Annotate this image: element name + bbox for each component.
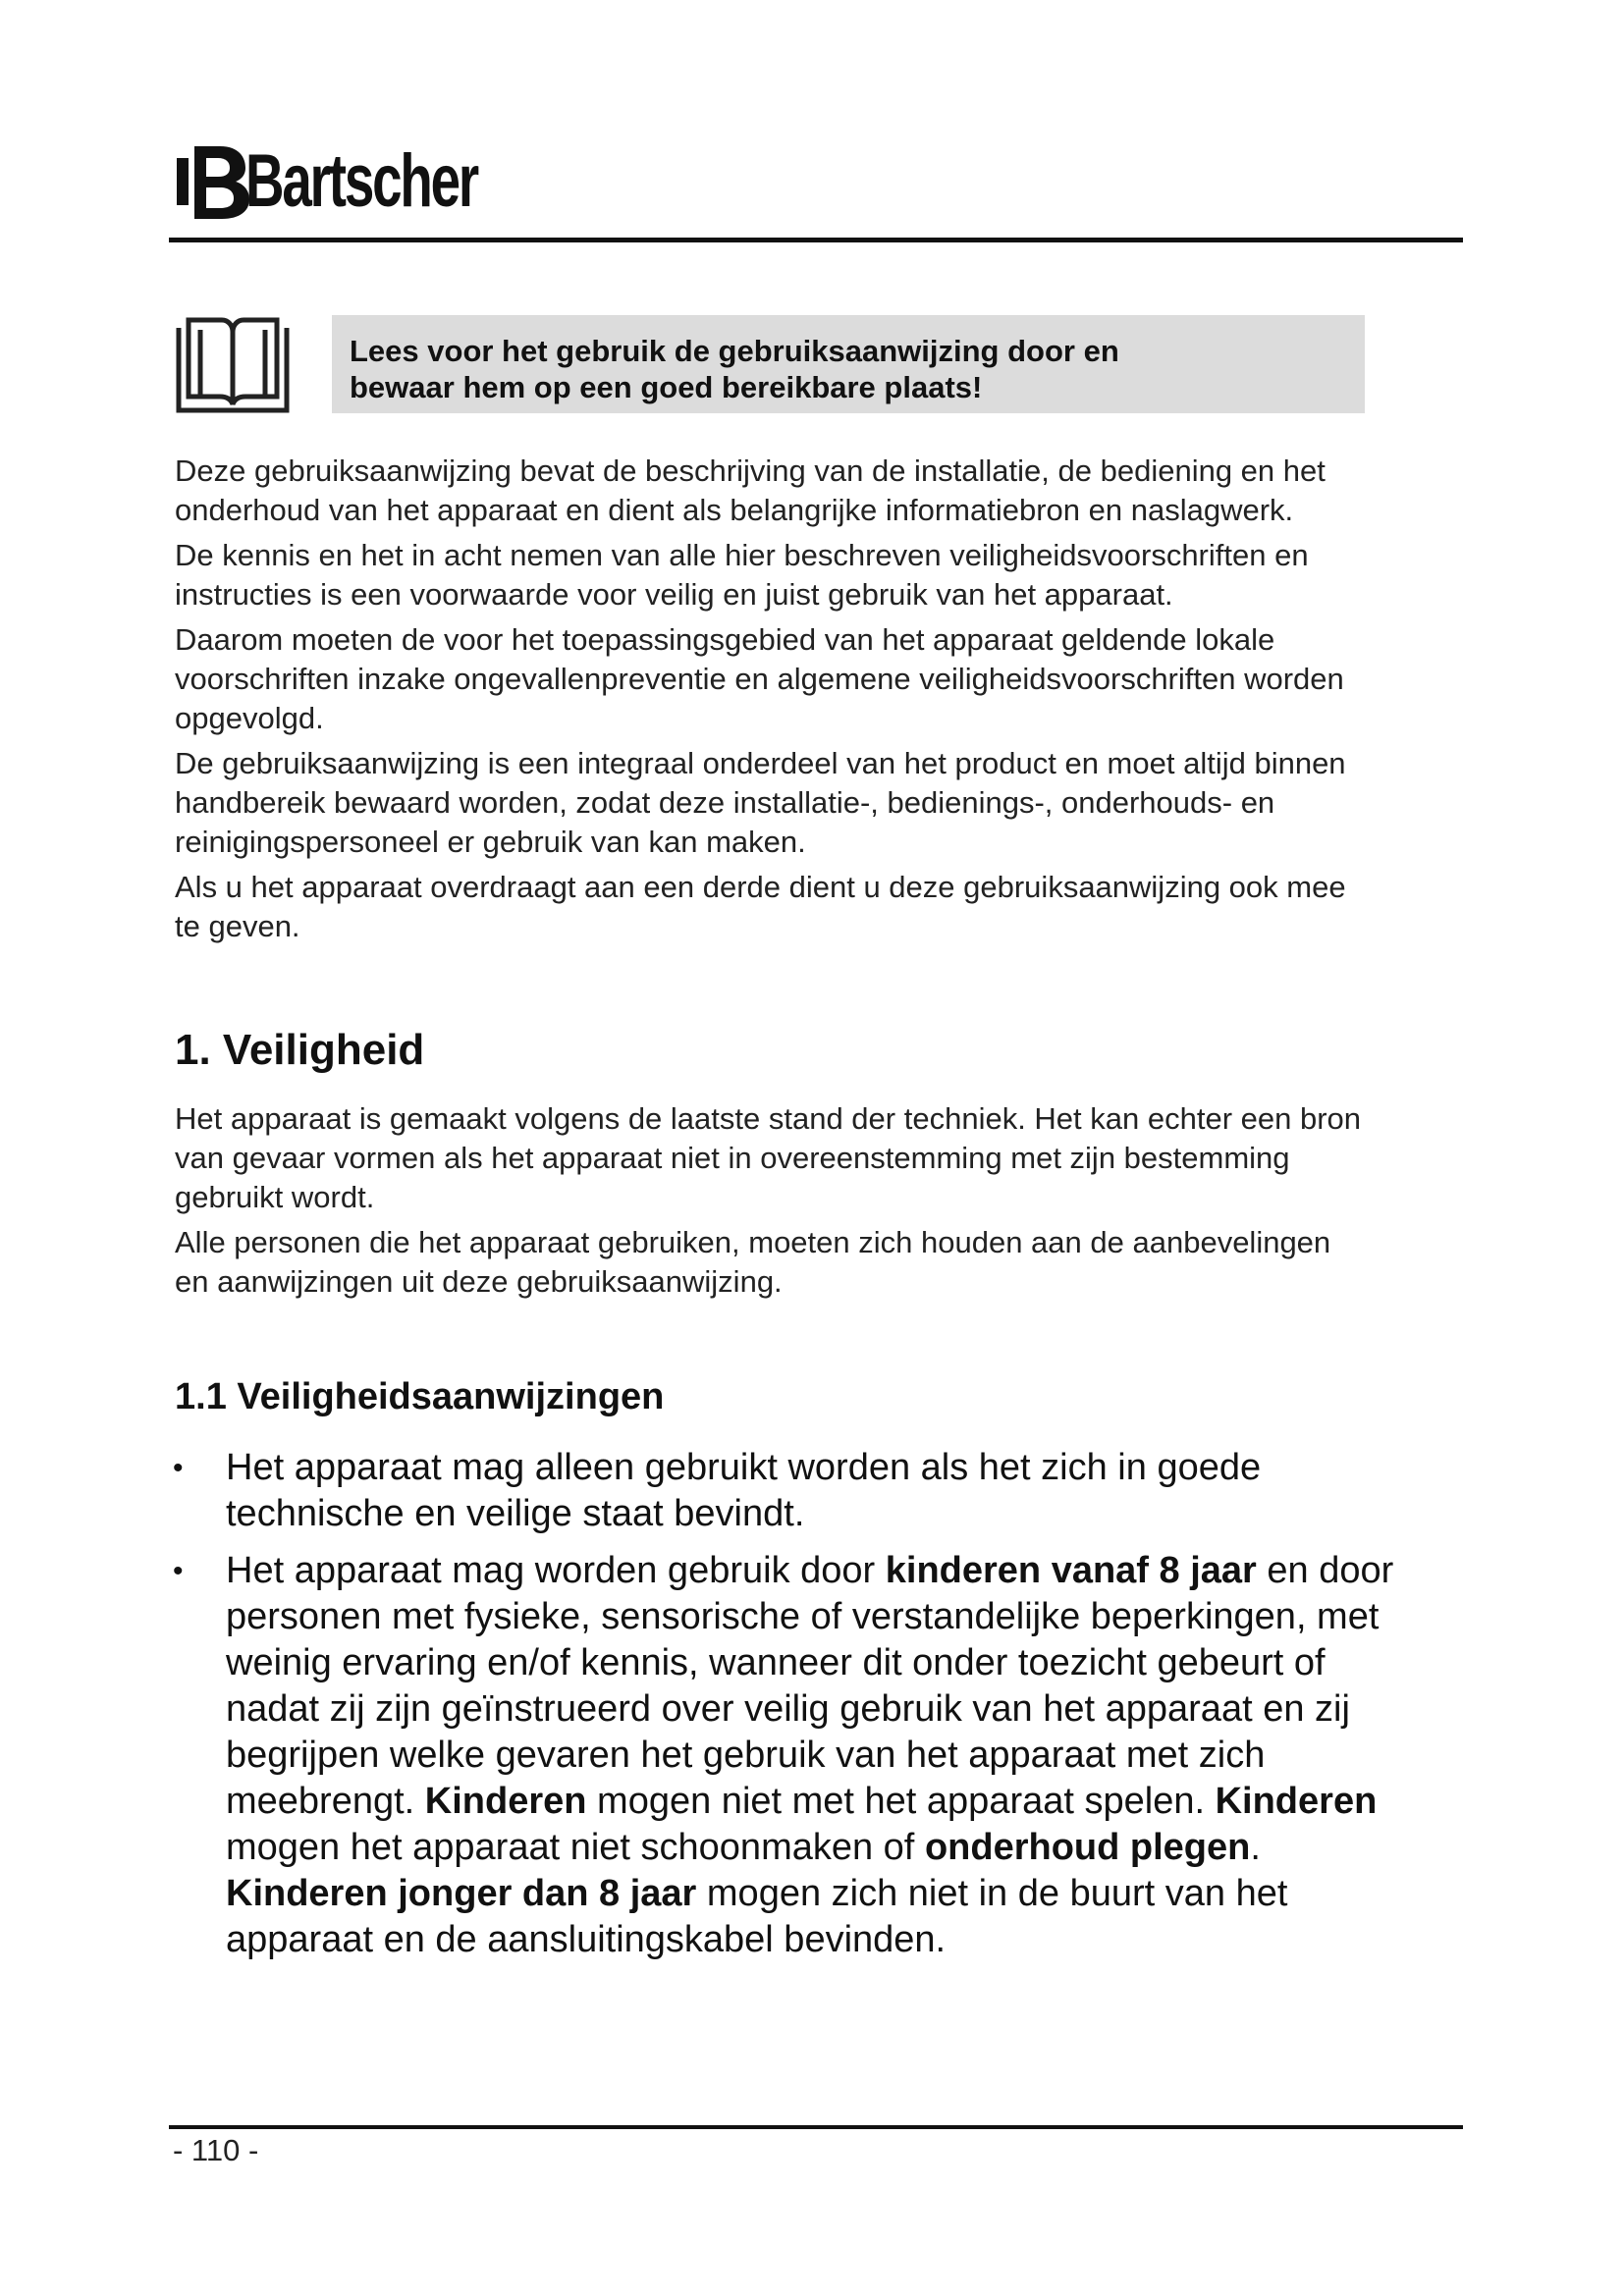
logo-b-mark-icon xyxy=(175,142,251,221)
text-line: Daarom moeten de voor het toepassingsgebied van het apparaat geldende lokale xyxy=(175,622,1275,657)
bullet-marker: • xyxy=(173,1452,184,1484)
text-line: Deze gebruiksaanwijzing bevat de beschrijving van de installatie, de bediening en het xyxy=(175,454,1326,488)
text-line: apparaat en de aansluitingskabel bevinden. xyxy=(226,1919,947,1960)
text-line: technische en veilige staat bevindt. xyxy=(226,1493,805,1534)
list-item xyxy=(165,1445,1500,1537)
text-line: Alle personen die het apparaat gebruiken, moeten zich houden aan de aanbevelingen xyxy=(175,1225,1331,1259)
intro-paragraph xyxy=(175,868,1471,946)
text-line: onderhoud van het apparaat en dient als belangrijke informatiebron en naslagwerk. xyxy=(175,493,1294,527)
text-line xyxy=(226,1825,1500,1871)
intro-paragraph xyxy=(175,620,1471,738)
section-heading: 1. Veiligheid xyxy=(175,1026,425,1074)
text-run: meebrengt. xyxy=(226,1781,425,1822)
text-line: opgevolgd. xyxy=(175,701,324,735)
text-line: De gebruiksaanwijzing is een integraal onderdeel van het product en moet altijd binnen xyxy=(175,746,1346,780)
text-line: en aanwijzingen uit deze gebruiksaanwijzing. xyxy=(175,1264,783,1299)
read-manual-notice xyxy=(332,315,1365,413)
intro-paragraph xyxy=(175,452,1471,530)
section1-text xyxy=(175,1099,1471,1308)
emphasis-text: kinderen vanaf 8 jaar xyxy=(885,1550,1257,1591)
list-item xyxy=(165,1548,1500,1963)
intro-paragraph xyxy=(175,536,1471,614)
section-paragraph xyxy=(175,1099,1471,1217)
text-line: gebruikt wordt. xyxy=(175,1180,375,1214)
text-line: nadat zij zijn geïnstrueerd over veilig gebruik van het apparaat en zij xyxy=(226,1688,1350,1730)
text-line: personen met fysieke, sensorische of verstandelijke beperkingen, met xyxy=(226,1596,1380,1637)
text-line xyxy=(226,1871,1500,1917)
bartscher-logo xyxy=(175,137,568,226)
text-run: . xyxy=(1250,1827,1261,1868)
header-divider xyxy=(169,238,1463,242)
notice-line: bewaar hem op een goed bereikbare plaats! xyxy=(350,370,983,404)
bullet-marker: • xyxy=(173,1555,184,1587)
page-number: - 110 - xyxy=(173,2133,259,2167)
text-run: Het apparaat mag worden gebruik door xyxy=(226,1550,886,1591)
section-paragraph xyxy=(175,1223,1471,1302)
text-line: reinigingspersoneel er gebruik van kan maken. xyxy=(175,825,806,859)
text-line: te geven. xyxy=(175,909,300,943)
text-run: en door xyxy=(1256,1550,1394,1591)
subsection-heading: 1.1 Veiligheidsaanwijzingen xyxy=(175,1376,665,1417)
text-line: Het apparaat mag alleen gebruikt worden als het zich in goede xyxy=(226,1447,1262,1488)
open-book-icon xyxy=(175,316,291,414)
text-line: instructies is een voorwaarde voor veilig en juist gebruik van het apparaat. xyxy=(175,577,1173,612)
intro-paragraph xyxy=(175,744,1471,862)
text-run: mogen zich niet in de buurt van het xyxy=(696,1873,1288,1914)
text-run: mogen niet met het apparaat spelen. xyxy=(586,1781,1216,1822)
text-line: weinig ervaring en/of kennis, wanneer dit onder toezicht gebeurt of xyxy=(226,1642,1326,1683)
text-line: handbereik bewaard worden, zodat deze installatie-, bedienings-, onderhouds- en xyxy=(175,785,1275,820)
emphasis-text: Kinderen xyxy=(424,1781,587,1822)
text-line: begrijpen welke gevaren het gebruik van het apparaat met zich xyxy=(226,1735,1266,1776)
emphasis-text: Kinderen xyxy=(1215,1781,1378,1822)
text-line xyxy=(226,1548,1500,1594)
intro-text xyxy=(175,452,1471,952)
emphasis-text: onderhoud plegen xyxy=(924,1827,1251,1868)
notice-line: Lees voor het gebruik de gebruiksaanwijzing door en xyxy=(350,334,1119,368)
text-run: mogen het apparaat niet schoonmaken of xyxy=(226,1827,925,1868)
safety-bullet-list xyxy=(165,1445,1500,1974)
text-line: Als u het apparaat overdraagt aan een derde dient u deze gebruiksaanwijzing ook mee xyxy=(175,870,1346,904)
text-line: Het apparaat is gemaakt volgens de laatste stand der techniek. Het kan echter een bron xyxy=(175,1101,1362,1136)
footer-divider xyxy=(169,2125,1463,2129)
text-line: voorschriften inzake ongevallenpreventie en algemene veiligheidsvoorschriften worden xyxy=(175,662,1344,696)
text-line: De kennis en het in acht nemen van alle hier beschreven veiligheidsvoorschriften en xyxy=(175,538,1309,572)
text-line: van gevaar vormen als het apparaat niet in overeenstemming met zijn bestemming xyxy=(175,1141,1290,1175)
emphasis-text: Kinderen jonger dan 8 jaar xyxy=(226,1873,697,1914)
text-line xyxy=(226,1779,1500,1825)
brand-name: Bartscher xyxy=(245,139,478,223)
